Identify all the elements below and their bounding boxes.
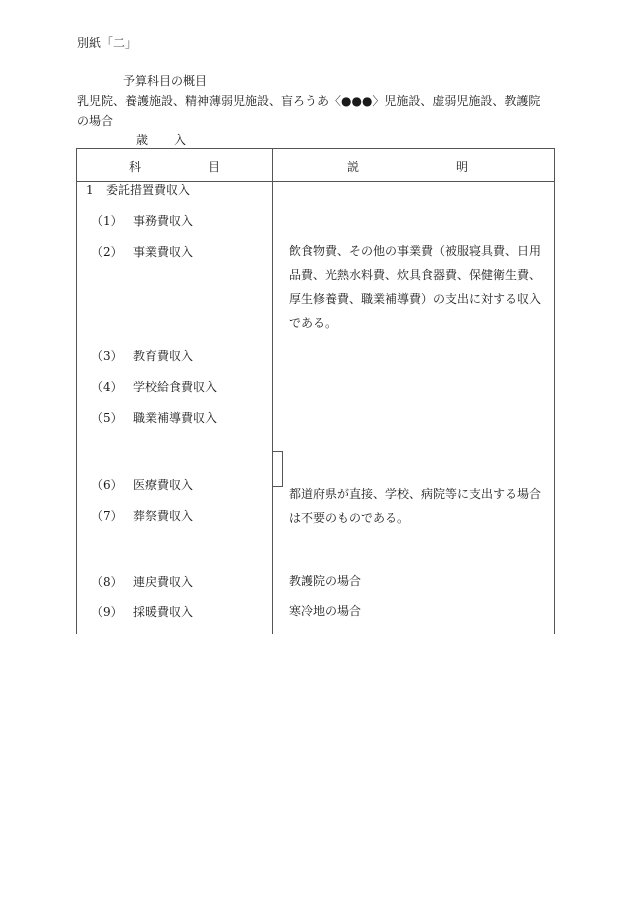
table-row	[91, 509, 193, 523]
table-row-top-item	[86, 183, 190, 197]
item-number: （7）	[91, 509, 123, 523]
description-medical-funeral: 都道府県が直接、学校、病院等に支出する場合は不要のものである。	[289, 487, 542, 525]
item-number: （5）	[91, 411, 123, 425]
header-subject-part1: 科	[129, 160, 142, 174]
item-label: 医療費収入	[133, 478, 194, 492]
table-row	[91, 575, 193, 589]
section-heading-part2: 入	[174, 133, 187, 147]
item-number: 1	[86, 183, 94, 197]
description-return-expenses: 教護院の場合	[289, 574, 362, 588]
bracket-mark	[273, 451, 283, 487]
section-heading-part1: 歳	[136, 133, 149, 147]
header-subject-part2: 目	[208, 160, 221, 174]
header-explanation-part1: 説	[347, 160, 360, 174]
table-row	[91, 380, 217, 394]
column-divider	[272, 149, 273, 634]
table-row	[91, 605, 193, 619]
item-number: （2）	[91, 245, 123, 259]
table-row	[91, 411, 217, 425]
item-number: （9）	[91, 605, 123, 619]
item-label: 職業補導費収入	[133, 411, 218, 425]
attachment-label: 別紙「二」	[77, 36, 138, 50]
item-label: 委託措置費収入	[106, 183, 191, 197]
document-title: 予算科目の概目	[123, 74, 208, 88]
item-number: （3）	[91, 349, 123, 363]
header-explanation-part2: 明	[456, 160, 469, 174]
intro-line-1: 乳児院、養護施設、精神薄弱児施設、盲ろうあ〈●●●〉児施設、虚弱児施設、教護院	[77, 94, 541, 108]
item-number: （8）	[91, 575, 123, 589]
table-row	[91, 349, 193, 363]
table-row	[91, 214, 193, 228]
item-number: （1）	[91, 214, 123, 228]
item-label: 学校給食費収入	[133, 380, 218, 394]
item-label: 事業費収入	[133, 245, 194, 259]
item-label: 葬祭費収入	[133, 509, 194, 523]
intro-line-2: の場合	[77, 114, 114, 128]
table-row	[91, 478, 193, 492]
header-divider	[77, 181, 554, 182]
budget-table	[76, 148, 555, 634]
table-row	[91, 245, 193, 259]
item-number: （4）	[91, 380, 123, 394]
item-label: 事務費収入	[133, 214, 194, 228]
description-heating-expenses: 寒冷地の場合	[289, 604, 362, 618]
item-label: 連戻費収入	[133, 575, 194, 589]
item-number: （6）	[91, 478, 123, 492]
item-label: 教育費収入	[133, 349, 194, 363]
section-heading	[136, 133, 186, 147]
item-label: 採暖費収入	[133, 605, 194, 619]
description-business-expenses: 飲食物費、その他の事業費（被服寝具費、日用品費、光熱水料費、炊具食器費、保健衛生費、厚生修養費、職業補導費）の支出に対する収入である。	[289, 244, 542, 330]
